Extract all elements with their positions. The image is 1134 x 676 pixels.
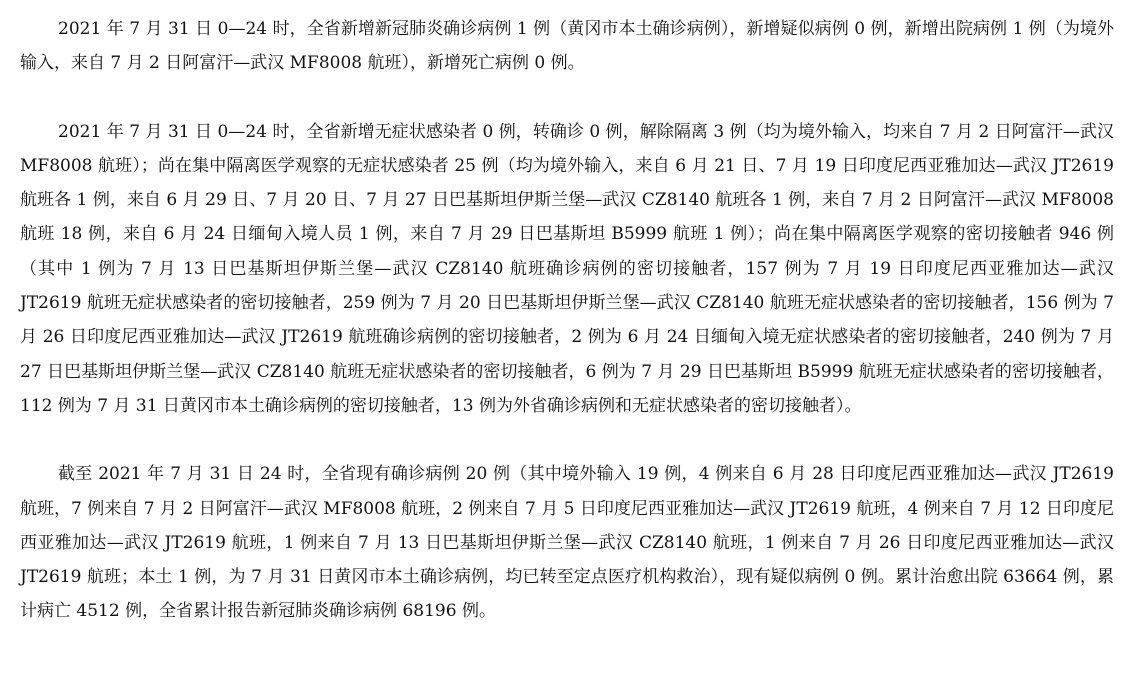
paragraph-spacer <box>20 423 1114 457</box>
document-body <box>20 12 1114 629</box>
paragraph-cumulative: 截至 2021 年 7 月 31 日 24 时，全省现有确诊病例 20 例（其中境外输入 19 例，4 例来自 6 月 28 日印度尼西亚雅加达—武汉 JT2619 航班，7 例来自 7 月 2 日阿富汗—武汉 MF8008 航班，2 例来自 7 月 5 日印度尼西亚雅加达—武汉 JT2619 航班，4 例来自 7 月 12 日印度尼西亚雅加达—武汉 JT2619 航班，1 例来自 7 月 13 日巴基斯坦伊斯兰堡—武汉 CZ8140 航班，1 例来自 7 月 26 日印度尼西亚雅加达—武汉 JT2619 航班；本土 1 例，为 7 月 31 日黄冈市本土确诊病例，均已转至定点医疗机构救治），现有疑似病例 0 例。累计治愈出院 63664 例，累计病亡 4512 例，全省累计报告新冠肺炎确诊病例 68196 例。 <box>20 464 1114 622</box>
paragraph-spacer <box>20 81 1114 115</box>
paragraph-new-cases: 2021 年 7 月 31 日 0—24 时，全省新增新冠肺炎确诊病例 1 例（黄冈市本土确诊病例），新增疑似病例 0 例，新增出院病例 1 例（为境外输入，来自 7 月 2 日阿富汗—武汉 MF8008 航班），新增死亡病例 0 例。 <box>20 19 1114 74</box>
paragraph-asymptomatic: 2021 年 7 月 31 日 0—24 时，全省新增无症状感染者 0 例，转确诊 0 例，解除隔离 3 例（均为境外输入，均来自 7 月 2 日阿富汗—武汉 MF8008 航班）；尚在集中隔离医学观察的无症状感染者 25 例（均为境外输入，来自 6 月 21 日、7 月 19 日印度尼西亚雅加达—武汉 JT2619 航班各 1 例，来自 6 月 29 日、7 月 20 日、7 月 27 日巴基斯坦伊斯兰堡—武汉 CZ8140 航班各 1 例，来自 7 月 2 日阿富汗—武汉 MF8008 航班 18 例，来自 6 月 24 日缅甸入境人员 1 例，来自 7 月 29 日巴基斯坦 B5999 航班 1 例）；尚在集中隔离医学观察的密切接触者 946 例（其中 1 例为 7 月 13 日巴基斯坦伊斯兰堡—武汉 CZ8140 航班确诊病例的密切接触者，157 例为 7 月 19 日印度尼西亚雅加达—武汉 JT2619 航班无症状感染者的密切接触者，259 例为 7 月 20 日巴基斯坦伊斯兰堡—武汉 CZ8140 航班无症状感染者的密切接触者，156 例为 7 月 26 日印度尼西亚雅加达—武汉 JT2619 航班确诊病例的密切接触者，2 例为 6 月 24 日缅甸入境无症状感染者的密切接触者，240 例为 7 月 27 日巴基斯坦伊斯兰堡—武汉 CZ8140 航班无症状感染者的密切接触者，6 例为 7 月 29 日巴基斯坦 B5999 航班无症状感染者的密切接触者，112 例为 7 月 31 日黄冈市本土确诊病例的密切接触者，13 例为外省确诊病例和无症状感染者的密切接触者）。 <box>20 121 1114 416</box>
